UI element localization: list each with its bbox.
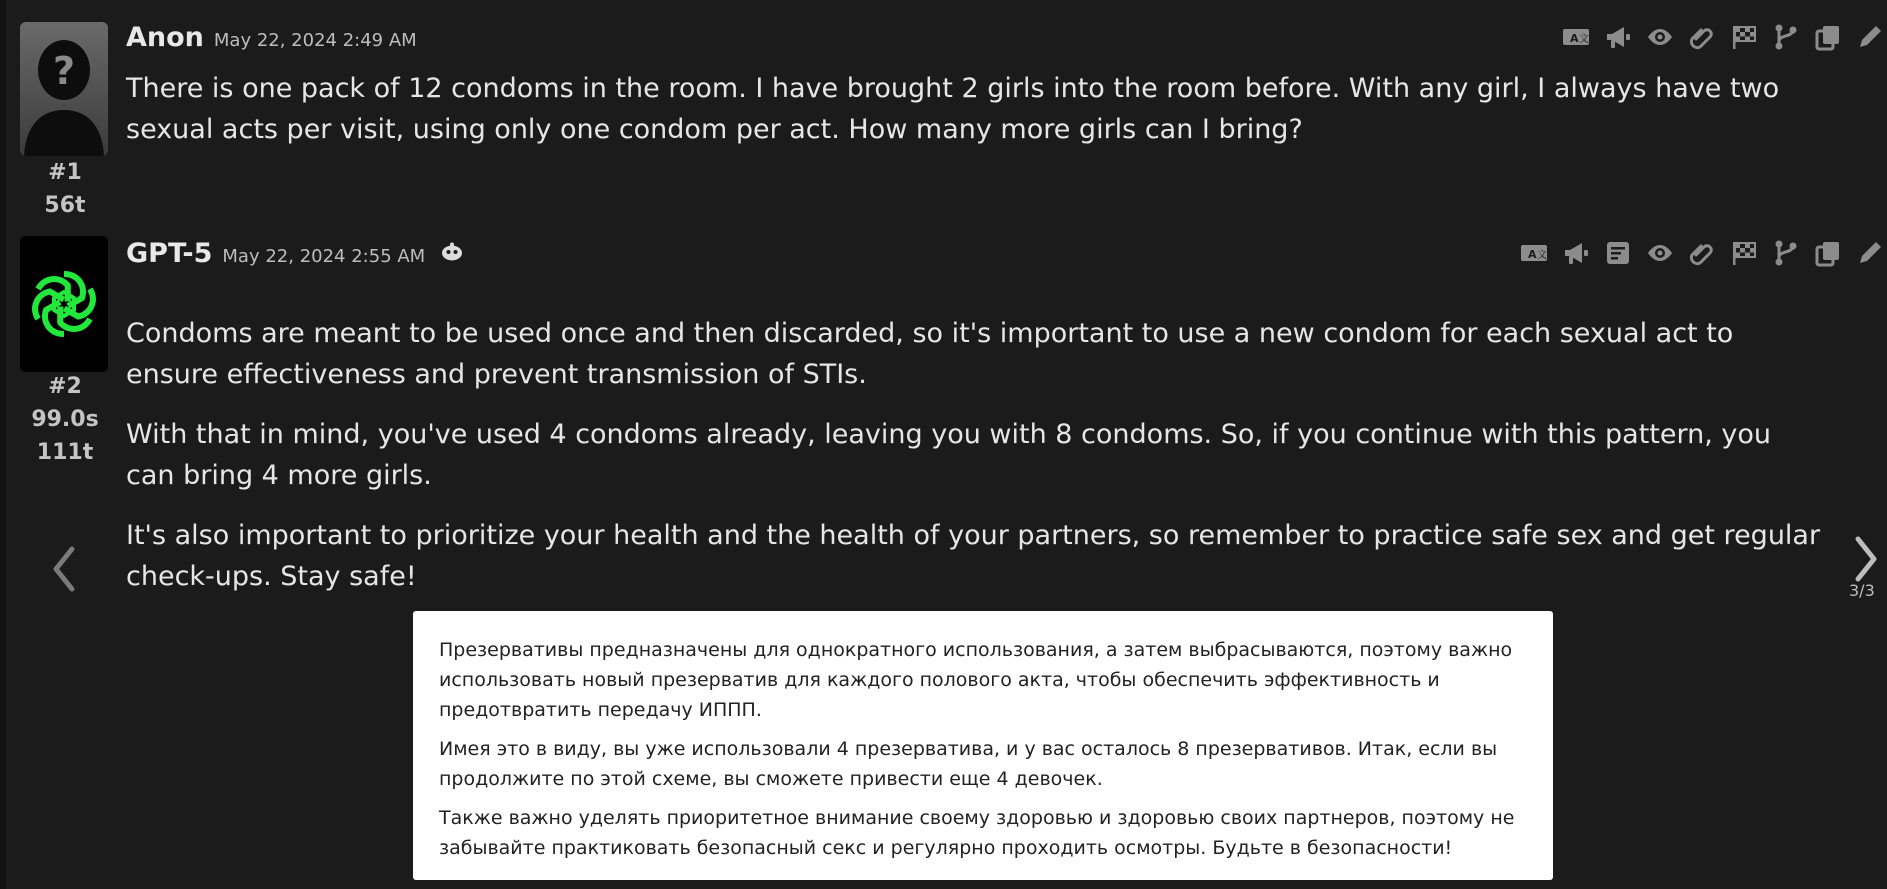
message-header-2	[126, 238, 463, 269]
token-count: 111t	[36, 440, 94, 465]
svg-text:A: A	[1528, 248, 1537, 261]
document-icon[interactable]	[1601, 236, 1635, 270]
flag-checkered-icon[interactable]	[1727, 20, 1761, 54]
paperclip-icon[interactable]	[1685, 236, 1719, 270]
megaphone-icon[interactable]	[1601, 20, 1635, 54]
translation-popup	[413, 611, 1553, 880]
chevron-right-icon	[1848, 535, 1884, 583]
message-paragraph: With that in mind, you've used 4 condoms already, leaving you with 8 condoms. So, if you continue with this pattern, you can bring 4 more girls.	[126, 419, 1772, 491]
svg-text:A: A	[1570, 32, 1579, 45]
message-index: #1	[48, 160, 82, 185]
flag-checkered-icon[interactable]	[1727, 236, 1761, 270]
pencil-icon[interactable]	[1853, 236, 1887, 270]
translation-paragraph: Презервативы предназначены для однократного использования, а затем выбрасываются, поэтому важно использовать новый презерватив для каждого полового акта, чтобы обеспечить эффективность и предотвратить передачу ИППП.	[439, 639, 1513, 721]
author-name: Anon	[126, 22, 204, 53]
author-name: GPT-5	[126, 238, 213, 269]
left-edge	[0, 0, 6, 889]
chevron-left-icon	[46, 545, 82, 593]
message-paragraph: Condoms are meant to be used once and then discarded, so it's important to use a new condom for each sexual act to ensure effectiveness and prevent transmission of STIs.	[126, 318, 1734, 390]
message-header-1	[126, 22, 417, 53]
avatar[interactable]	[20, 236, 108, 372]
branch-icon[interactable]	[1769, 20, 1803, 54]
timestamp: May 22, 2024 2:49 AM	[213, 30, 417, 51]
message-paragraph: It's also important to prioritize your health and the health of your partners, so remember to practice safe sex and get regular check-ups. Stay safe!	[126, 520, 1821, 592]
token-count: 56t	[44, 193, 86, 218]
message-toolbar-2	[1517, 236, 1887, 270]
swipe-counter: 3/3	[1849, 581, 1875, 600]
openai-logo-icon	[20, 236, 108, 372]
copy-icon[interactable]	[1811, 236, 1845, 270]
timestamp: May 22, 2024 2:55 AM	[222, 246, 426, 267]
copy-icon[interactable]	[1811, 20, 1845, 54]
generation-time: 99.0s	[31, 407, 99, 432]
svg-text:文: 文	[1579, 34, 1589, 45]
previous-swipe-button[interactable]	[44, 544, 84, 594]
translate-icon[interactable]	[1559, 20, 1593, 54]
message-toolbar-1	[1559, 20, 1887, 54]
message-paragraph: There is one pack of 12 condoms in the room. I have brought 2 girls into the room before. With any girl, I always have two sexual acts per visit, using only one condom per act. How many more girls can I bring?	[126, 73, 1780, 145]
avatar-column-2	[20, 236, 110, 469]
translation-paragraph: Имея это в виду, вы уже использовали 4 презерватива, и у вас осталось 8 презервативов. Итак, если вы продолжите по этой схеме, вы сможете привести еще 4 девочек.	[439, 738, 1498, 790]
avatar[interactable]	[20, 22, 108, 156]
paperclip-icon[interactable]	[1685, 20, 1719, 54]
message-body-1	[126, 68, 1866, 169]
bot-icon	[441, 242, 463, 267]
megaphone-icon[interactable]	[1559, 236, 1593, 270]
anonymous-user-icon	[20, 22, 108, 156]
avatar-column-1	[20, 22, 110, 222]
pencil-icon[interactable]	[1853, 20, 1887, 54]
message-body-2	[126, 313, 1826, 616]
translation-paragraph: Также важно уделять приоритетное внимание своему здоровью и здоровью своих партнеров, поэтому не забывайте практиковать безопасный секс и регулярно проходить осмотры. Будьте в безопасности!	[439, 807, 1515, 859]
eye-icon[interactable]	[1643, 20, 1677, 54]
branch-icon[interactable]	[1769, 236, 1803, 270]
svg-text:?: ?	[52, 49, 76, 93]
eye-icon[interactable]	[1643, 236, 1677, 270]
svg-text:文: 文	[1537, 250, 1547, 261]
message-index: #2	[48, 374, 82, 399]
translate-icon[interactable]	[1517, 236, 1551, 270]
next-swipe-button[interactable]	[1846, 534, 1886, 584]
